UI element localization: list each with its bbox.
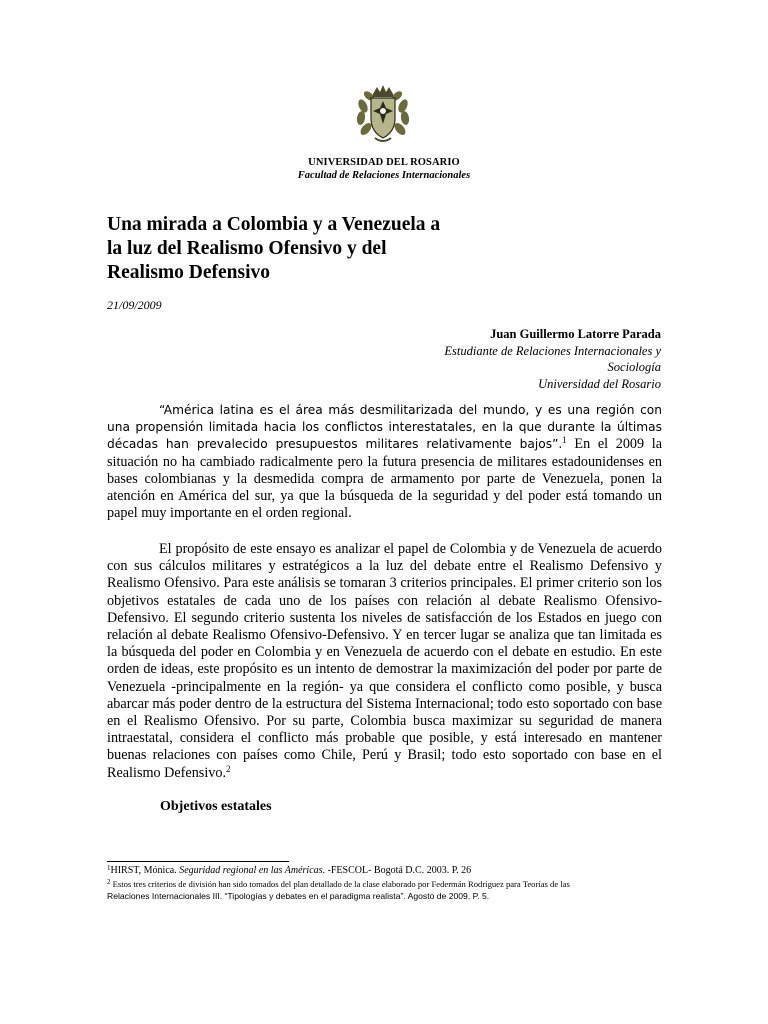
author-name: Juan Guillermo Latorre Parada bbox=[490, 327, 661, 341]
document-title bbox=[107, 213, 487, 285]
footnote-number: 2 bbox=[107, 877, 111, 886]
footnote-ref-1[interactable]: 1 bbox=[562, 435, 567, 446]
title-line: la luz del Realismo Ofensivo y del bbox=[107, 238, 387, 259]
paragraph-intro bbox=[107, 402, 662, 522]
university-name: UNIVERSIDAD DEL ROSARIO bbox=[308, 157, 460, 168]
footnote-details: . -FESCOL- Bogotá D.C. 2003. P. 26 bbox=[322, 865, 472, 876]
footnote-divider bbox=[107, 861, 289, 862]
faculty-name: Facultad de Relaciones Internacionales bbox=[297, 170, 471, 181]
footnote-work-title: Seguridad regional en las Américas bbox=[179, 865, 323, 876]
footnote-1 bbox=[107, 865, 667, 878]
footnote-text: Estos tres criterios de división han sido tomados del plan detallado de la clase elaborado por Federmán Rodríguez para Teorías de las bbox=[110, 878, 570, 889]
footnotes bbox=[107, 865, 667, 903]
author-affiliation: Estudiante de Relaciones Internacionales y bbox=[444, 343, 661, 358]
author-affiliation: Sociología bbox=[607, 360, 661, 374]
title-line: Realismo Defensivo bbox=[107, 262, 271, 283]
section-heading: Objetivos estatales bbox=[160, 799, 272, 814]
title-line: Una mirada a Colombia y a Venezuela a bbox=[107, 214, 441, 235]
paragraph-purpose-text: El propósito de este ensayo es analizar el papel de Colombia y de Venezuela de acuerdo con sus cálculos militares y estratégicos a la luz del debate entre el Realismo Defensivo y Realismo Ofensivo. Para este análisis se tomaran 3 criterios principales. El primer criterio son los objetivos estatales de cada uno de los países con relación al debate Realismo Ofensivo-Defensivo. El segundo criterio sustenta los niveles de satisfacción de los Estados en juego con relación al debate Realismo Ofensivo-Defensivo. Y en tercer lugar se analiza que tan limitada es la búsqueda del poder en Colombia y en Venezuela de acuerdo con el debate en estudio. En este orden de ideas, este propósito es un intento de demostrar la maximización del poder por parte de Venezuela -principalmente en la región- ya que considera el conflicto como posible, y busca abarcar más poder dentro de la estructura del Sistema Internacional; todo esto soportado con base en el Realismo Ofensivo. Por su parte, Colombia busca maximizar su seguridad de manera intraestatal, considera el conflicto más probable que posible, y está interesado en mantener buenas relaciones con países como Chile, Perú y Brasil; todo esto soportado con base en el Realismo Defensivo. bbox=[107, 541, 662, 781]
author-block bbox=[444, 326, 661, 392]
university-crest-icon bbox=[355, 84, 411, 144]
paragraph-intro-text: En el 2009 la situación no ha cambiado radicalmente pero la futura presencia de militares estadounidenses en bases colombianas y la desmedida compra de armamento por parte de Venezuela, ponen la atención en América del sur, ya que la búsqueda de la seguridad y del poder está tomando un papel muy importante en el orden regional. bbox=[107, 436, 662, 522]
opening-quote: “América latina es el área más desmilitarizada del mundo, y es una región con una propensión limitada hacia los conflictos interestatales, en la que durante la últimas décadas han prevalecido presupuestos militares relativamente bajos”. bbox=[107, 403, 662, 452]
footnote-2 bbox=[107, 878, 667, 891]
document-date: 21/09/2009 bbox=[107, 298, 162, 312]
author-affiliation: Universidad del Rosario bbox=[538, 376, 661, 391]
footnote-2-continued: Relaciones Internacionales III. “Tipologías y debates en el paradigma realista”. Agosto de 2009. P. 5. bbox=[107, 891, 490, 901]
footnote-author: HIRST, Mónica. bbox=[110, 865, 180, 876]
footnote-number: 1 bbox=[107, 864, 111, 872]
paragraph-purpose bbox=[107, 541, 662, 782]
footnote-ref-2[interactable]: 2 bbox=[226, 763, 231, 774]
